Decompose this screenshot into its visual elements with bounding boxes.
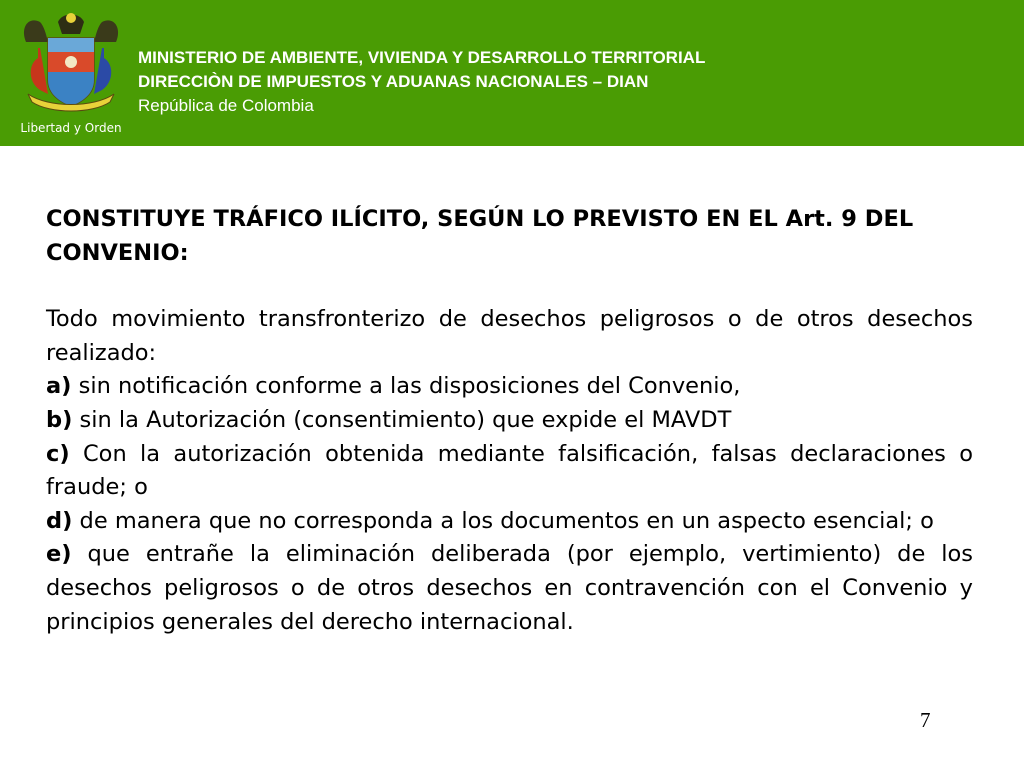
list-item <box>46 438 973 505</box>
item-label: e) <box>46 541 72 568</box>
header-titles <box>138 46 705 118</box>
item-label: b) <box>46 406 73 433</box>
page-number: 7 <box>920 708 931 732</box>
list-item <box>46 538 973 639</box>
item-label: a) <box>46 373 72 400</box>
coat-of-arms-motto: Libertad y Orden <box>20 121 122 135</box>
slide-heading: CONSTITUYE TRÁFICO ILÍCITO, SEGÚN LO PREVISTO EN EL Art. 9 DEL CONVENIO: <box>46 206 914 266</box>
item-label: d) <box>46 507 73 534</box>
item-text: de manera que no corresponda a los documentos en un aspecto esencial; o <box>72 507 934 534</box>
coat-of-arms-logo <box>18 8 124 140</box>
item-text: sin notificación conforme a las disposiciones del Convenio, <box>71 373 741 400</box>
item-text: que entrañe la eliminación deliberada (por ejemplo, vertimiento) de los desechos peligrosos o de otros desechos en contravención con el Convenio y principios generales del derecho internacional. <box>46 541 973 635</box>
list-item <box>46 370 973 404</box>
list-item <box>46 505 973 539</box>
item-text: sin la Autorización (consentimiento) que expide el MAVDT <box>72 406 732 433</box>
item-label: c) <box>46 440 70 467</box>
ministry-title: MINISTERIO DE AMBIENTE, VIVIENDA Y DESARROLLO TERRITORIAL <box>138 48 706 67</box>
item-text: Con la autorización obtenida mediante falsificación, falsas declaraciones o fraude; o <box>46 440 973 501</box>
slide-body <box>46 203 973 639</box>
country-name: República de Colombia <box>138 96 314 115</box>
header-banner <box>0 0 1024 146</box>
intro-paragraph: Todo movimiento transfronterizo de desechos peligrosos o de otros desechos realizado: <box>46 306 973 366</box>
directorate-title: DIRECCIÒN DE IMPUESTOS Y ADUANAS NACIONALES – DIAN <box>138 72 649 91</box>
list-item <box>46 404 973 438</box>
